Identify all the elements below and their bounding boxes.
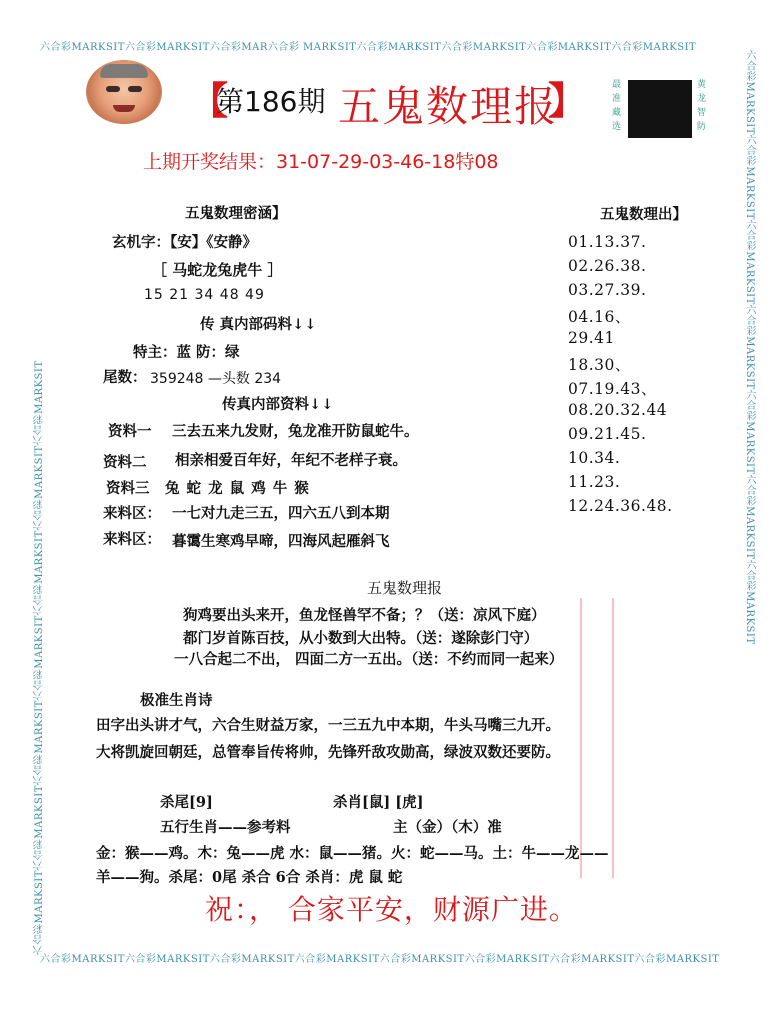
border-watermark-right: 六合彩MARKSIT六合彩MARKSIT六合彩MARKSIT六合彩MARKSIT六合彩MARKSIT六合彩MARKSIT六合彩MARKSIT xyxy=(744,50,755,645)
laiyu1-text: 一七对九走三五，四六五八到本期 xyxy=(172,505,390,522)
tail-values: 359248 —头数 234 xyxy=(150,371,282,387)
data1-label: 资料一 xyxy=(108,423,152,440)
output-number: 07.19.43、 xyxy=(568,380,658,398)
output-number: 04.16、 xyxy=(568,308,631,326)
laiyu2-label: 来料区： xyxy=(103,531,161,548)
output-number: 02.26.38. xyxy=(568,257,647,275)
kill-zodiac: 杀肖[鼠] [虎] xyxy=(333,794,424,811)
qr-code-image xyxy=(628,80,692,138)
data3-text: 兔 蛇 龙 鼠 鸡 牛 猴 xyxy=(165,480,310,497)
laiyu1-label: 来料区： xyxy=(103,505,161,522)
issue-number: 第186期 xyxy=(216,85,326,118)
poem-line-2: 大将凯旋回朝廷，总管奉旨传将帅，先锋歼敌攻勋高，绿波双数还要防。 xyxy=(96,744,560,761)
output-number: 10.34. xyxy=(568,449,621,467)
output-number: 09.21.45. xyxy=(568,425,647,443)
data2-label: 资料二 xyxy=(103,454,147,471)
qr-caption-right: 黄龙智防 xyxy=(697,80,707,132)
fax-data-heading: 传真内部资料↓↓ xyxy=(222,396,334,413)
output-number: 03.27.39. xyxy=(568,281,647,299)
xuanji-text: 玄机字：【安】《安静》 xyxy=(112,234,257,251)
output-number: 08.20.32.44 xyxy=(568,401,668,419)
report-line-1: 狗鸡要出头来开，鱼龙怪兽罕不备；？（送：凉风下庭） xyxy=(183,607,546,624)
output-number: 12.24.36.48. xyxy=(568,497,673,515)
section-title-output: 五鬼数理出】 xyxy=(600,206,687,223)
border-watermark-left: 六合彩MARKSIT六合彩MARKSIT六合彩MARKSIT六合彩MARKSIT六合彩MARKSIT六合彩MARKSIT六合彩MARKSIT xyxy=(34,360,45,955)
avatar xyxy=(86,60,162,124)
page-title: 五鬼数理报 xyxy=(338,82,559,131)
poem-line-1: 田字出头讲才气，六合生财益万家，一三五九中本期，牛头马嘴三九开。 xyxy=(96,717,560,734)
border-watermark-bottom: 六合彩MARKSIT六合彩MARKSIT六合彩MARKSIT六合彩MARKSIT六合彩MARKSIT六合彩MARKSIT六合彩MARKSIT六合彩MARKSIT xyxy=(40,954,720,964)
wuxing-line-2: 羊——狗。杀尾：0尾 杀合 6合 杀肖：虎 鼠 蛇 xyxy=(96,869,403,886)
data1-text: 三去五来九发财，兔龙准开防鼠蛇牛。 xyxy=(172,423,419,440)
output-number: 11.23. xyxy=(568,473,621,491)
qr-caption-left: 最准藏选 xyxy=(612,80,622,132)
output-number: 29.41 xyxy=(568,329,615,347)
previous-result: 上期开奖结果：31-07-29-03-46-18特08 xyxy=(143,151,499,173)
output-number: 18.30、 xyxy=(568,356,631,374)
kill-tail: 杀尾[9] xyxy=(160,794,213,811)
data3-label: 资料三 xyxy=(106,480,150,497)
zodiac-line: ［ 马蛇龙兔虎牛 ］ xyxy=(152,261,283,279)
laiyu2-text: 暮霭生寒鸡早啼，四海风起雁斜飞 xyxy=(172,533,390,550)
report-title: 五鬼数理报 xyxy=(367,579,443,597)
poem-title: 极准生肖诗 xyxy=(140,692,213,709)
data2-text: 相亲相爱百年好，年纪不老样子衰。 xyxy=(175,452,407,469)
wuxing-line-1: 金：猴——鸡。木：兔——虎 水：鼠——猪。火：蛇——马。土：牛——龙—— xyxy=(96,845,609,862)
title-bracket-right: 】 xyxy=(548,79,587,123)
title-bracket-left: 【 xyxy=(190,79,229,123)
report-line-2: 都门岁首陈百技，从小数到大出特。（送：遂除彭门守） xyxy=(183,630,539,647)
special-colors: 特主：蓝 防：绿 xyxy=(133,344,240,361)
blessing-text: 祝：， 合家平安，财源广进。 xyxy=(205,893,578,926)
border-watermark-top: 六合彩MARKSIT六合彩MARKSIT六合彩MAR六合彩 MARKSIT六合彩MARKSIT六合彩MARKSIT六合彩MARKSIT六合彩MARKSIT xyxy=(40,42,697,52)
report-line-3: 一八合起二不出， 四面二方一五出。（送：不约而同一起来） xyxy=(174,651,564,668)
numbers-line: 15 21 34 48 49 xyxy=(144,287,265,303)
wuxing-main: 主（金）（木）准 xyxy=(393,819,502,836)
fax-code-heading: 传 真内部码料↓↓ xyxy=(200,316,317,333)
section-title-secret: 五鬼数理密涵】 xyxy=(185,205,287,222)
output-number: 01.13.37. xyxy=(568,233,647,251)
wuxing-reference: 五行生肖——参考料 xyxy=(160,819,291,836)
tail-label: 尾数： xyxy=(103,369,147,386)
